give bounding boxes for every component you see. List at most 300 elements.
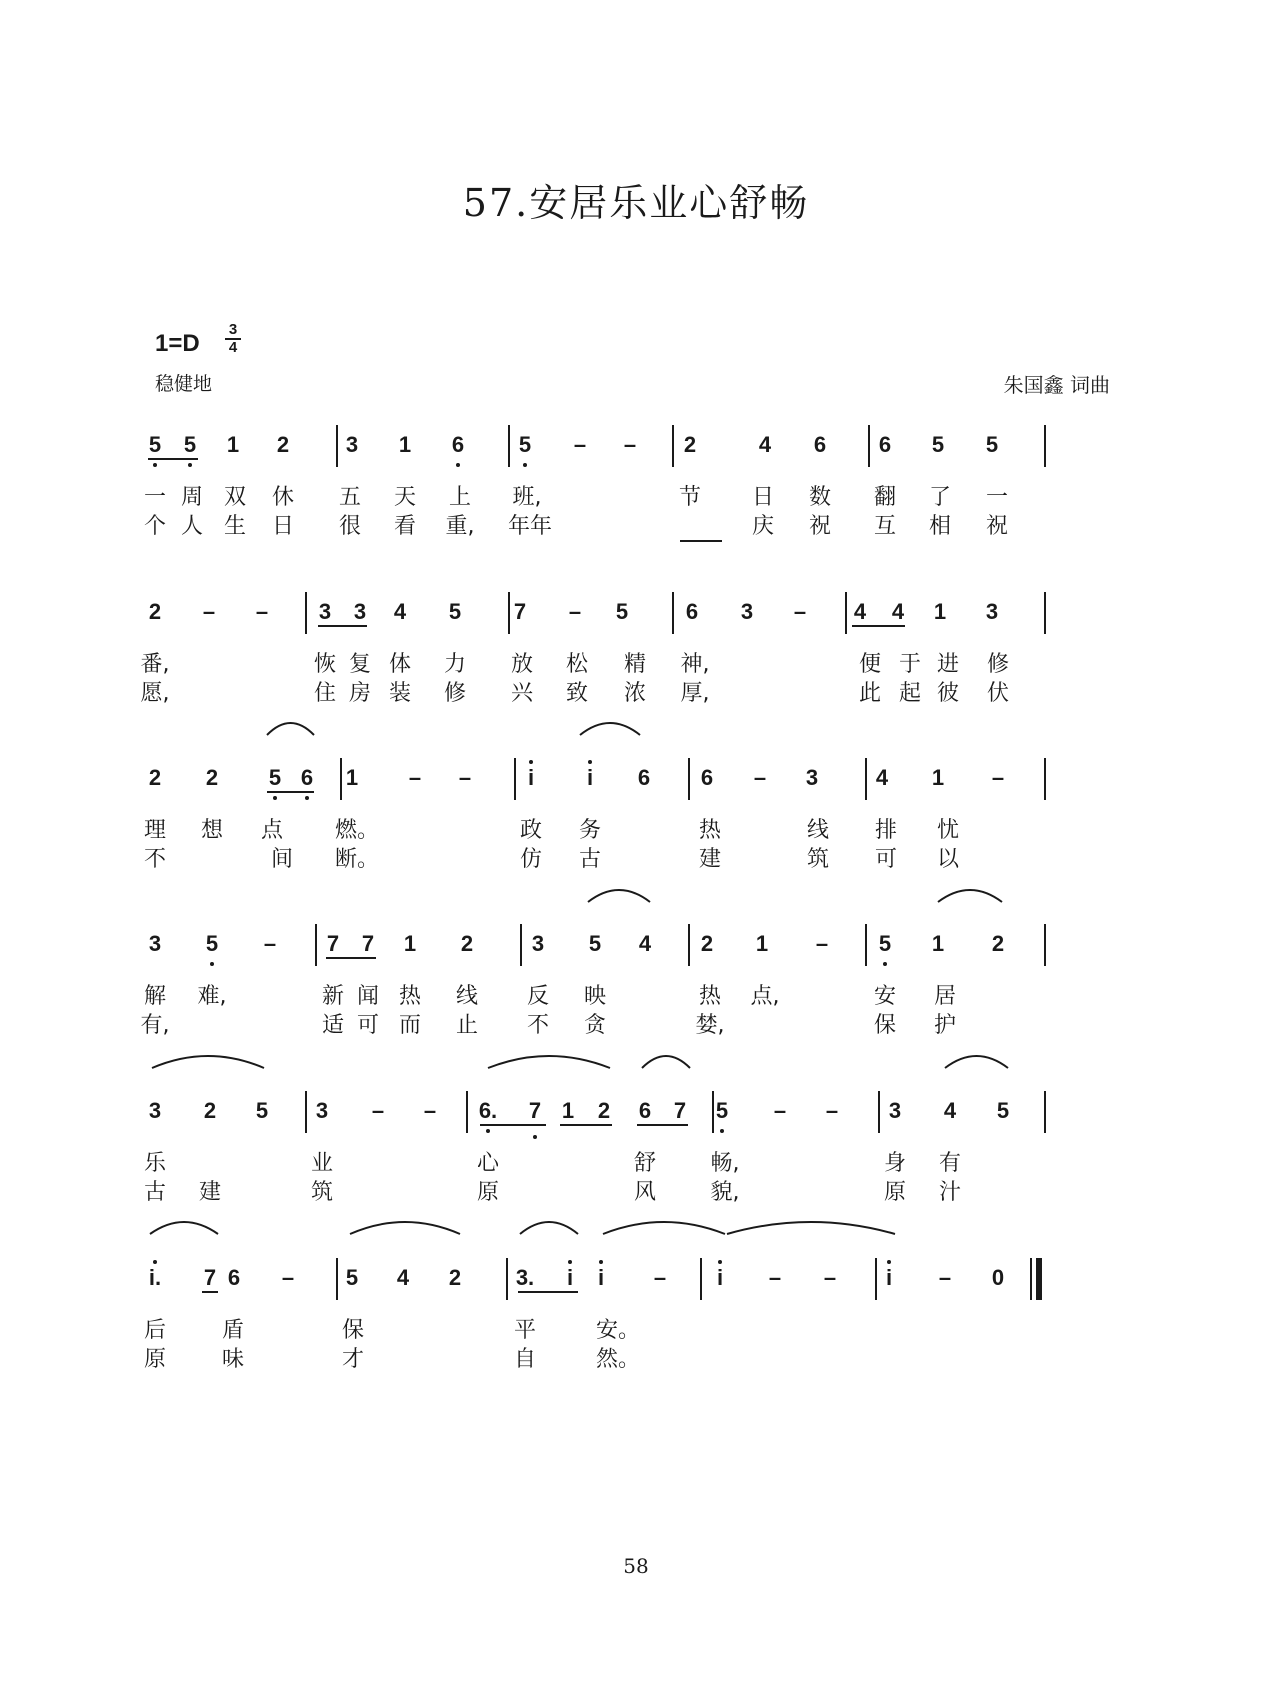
lyric-verse1: 线: [455, 984, 479, 1009]
lyric-verse1: 日: [751, 485, 775, 510]
bar-line: [466, 1091, 468, 1133]
lyric-verse2: 个: [143, 514, 167, 539]
note: 2: [205, 765, 219, 790]
lyric-verse1: 安: [873, 984, 897, 1009]
note: 2: [148, 599, 162, 624]
note: 5: [255, 1098, 269, 1123]
note: 6: [685, 599, 699, 624]
note: 5: [715, 1098, 729, 1123]
slur: [520, 1222, 578, 1234]
note: 1: [226, 432, 240, 457]
lyric-verse2: 原: [883, 1180, 907, 1205]
lyric-verse1: 想: [200, 818, 224, 843]
note: i.: [148, 1265, 162, 1290]
lyric-verse2: 很: [338, 514, 362, 539]
bar-line: [520, 924, 522, 966]
lyric-verse1: 居: [933, 984, 957, 1009]
lyric-verse1: 理: [143, 818, 167, 843]
note: 4: [853, 599, 867, 624]
note: –: [825, 1098, 839, 1123]
note: 6: [451, 432, 465, 457]
bar-line: [315, 924, 317, 966]
note: –: [991, 765, 1005, 790]
octave-dot-high: [153, 1260, 157, 1264]
slur: [580, 723, 640, 735]
lyric-verse1: 畅,: [710, 1151, 740, 1176]
lyric-verse1: 平: [513, 1318, 537, 1343]
note: 0: [991, 1265, 1005, 1290]
lyric-verse2: 人: [180, 514, 204, 539]
note: 2: [700, 931, 714, 956]
note: –: [202, 599, 216, 624]
slur: [488, 1056, 610, 1068]
octave-dot-low: [188, 463, 192, 467]
note: 7: [528, 1098, 542, 1123]
octave-dot-high: [599, 1260, 603, 1264]
bar-line: [1044, 425, 1046, 467]
note: 1: [755, 931, 769, 956]
note: –: [938, 1265, 952, 1290]
note: 7: [513, 599, 527, 624]
bar-line: [508, 425, 510, 467]
bar-line: [1044, 1091, 1046, 1133]
bar-line: [845, 592, 847, 634]
bar-line: [514, 758, 516, 800]
lyric-verse2: 庆: [751, 514, 775, 539]
lyric-verse1: 精: [623, 652, 647, 677]
octave-dot-low: [533, 1135, 537, 1139]
lyric-verse2: 愿,: [140, 681, 170, 706]
lyric-verse1: 番,: [140, 652, 170, 677]
note: 3: [353, 599, 367, 624]
note: –: [281, 1265, 295, 1290]
note: –: [423, 1098, 437, 1123]
bar-line: [700, 1258, 702, 1300]
lyric-verse2: 装: [388, 681, 412, 706]
octave-dot-high: [588, 760, 592, 764]
slur: [938, 890, 1002, 902]
lyric-verse1: 数: [808, 485, 832, 510]
note: i: [586, 765, 594, 790]
bar-line: [878, 1091, 880, 1133]
lyric-verse1: 热: [698, 984, 722, 1009]
note: –: [255, 599, 269, 624]
note: i: [885, 1265, 893, 1290]
octave-dot-low: [210, 962, 214, 966]
note: –: [793, 599, 807, 624]
lyric-underline: [680, 540, 722, 542]
lyric-verse2: 筑: [310, 1180, 334, 1205]
octave-dot-high: [568, 1260, 572, 1264]
note: 6: [638, 1098, 652, 1123]
lyric-verse2: 保: [873, 1013, 897, 1038]
note: 4: [891, 599, 905, 624]
lyric-verse1: 线: [806, 818, 830, 843]
note: i: [597, 1265, 605, 1290]
lyric-verse1: 便: [858, 652, 882, 677]
page-number: 58: [623, 1554, 649, 1578]
note: 1: [931, 931, 945, 956]
note: 5: [345, 1265, 359, 1290]
note: 4: [393, 599, 407, 624]
lyric-verse1: 舒: [633, 1151, 657, 1176]
lyric-verse1: 有: [938, 1151, 962, 1176]
lyric-verse2: 有,: [140, 1013, 170, 1038]
lyric-verse1: 一: [143, 485, 167, 510]
bar-line: [340, 758, 342, 800]
bar-line: [865, 758, 867, 800]
lyric-verse1: 进: [936, 652, 960, 677]
lyric-verse1: 五: [338, 485, 362, 510]
lyric-verse2: 建: [198, 1180, 222, 1205]
note: –: [371, 1098, 385, 1123]
note: 3: [345, 432, 359, 457]
lyric-verse2: 住: [313, 681, 337, 706]
note: 3: [740, 599, 754, 624]
note: 2: [597, 1098, 611, 1123]
note: 3.: [515, 1265, 535, 1290]
bar-line: [506, 1258, 508, 1300]
lyric-verse2: 生: [223, 514, 247, 539]
lyric-verse1: 政: [519, 818, 543, 843]
lyric-verse1: 恢: [313, 652, 337, 677]
bar-line: [508, 592, 510, 634]
note: 6.: [478, 1098, 498, 1123]
lyric-verse2: 致: [565, 681, 589, 706]
note: 3: [888, 1098, 902, 1123]
note: 5: [268, 765, 282, 790]
slur: [727, 1222, 895, 1234]
octave-dot-low: [305, 796, 309, 800]
lyric-verse1: 体: [388, 652, 412, 677]
note: 3: [805, 765, 819, 790]
lyric-verse1: 节: [678, 485, 702, 510]
lyric-verse2: 日: [271, 514, 295, 539]
lyric-verse1: 务: [578, 818, 602, 843]
note: 5: [205, 931, 219, 956]
octave-dot-low: [273, 796, 277, 800]
note: –: [653, 1265, 667, 1290]
lyric-verse1: 双: [223, 485, 247, 510]
note: 5: [148, 432, 162, 457]
note: 5: [985, 432, 999, 457]
note: 3: [148, 1098, 162, 1123]
note: i: [566, 1265, 574, 1290]
note: –: [568, 599, 582, 624]
note: –: [623, 432, 637, 457]
octave-dot-low: [456, 463, 460, 467]
octave-dot-low: [523, 463, 527, 467]
lyric-verse1: 反: [526, 984, 550, 1009]
lyric-verse2: 古: [143, 1180, 167, 1205]
time-signature-bottom: 4: [228, 339, 238, 356]
octave-dot-low: [720, 1129, 724, 1133]
beam-underline: [637, 1124, 688, 1126]
note: 4: [396, 1265, 410, 1290]
lyric-verse1: 燃。: [334, 818, 380, 843]
note: 5: [931, 432, 945, 457]
final-bar-thick: [1036, 1258, 1042, 1300]
tempo-marking: 稳健地: [155, 373, 213, 395]
lyric-verse2: 不: [143, 847, 167, 872]
lyric-verse1: 热: [398, 984, 422, 1009]
lyric-verse2: 祝: [985, 514, 1009, 539]
lyric-verse2: 婪,: [695, 1013, 725, 1038]
lyric-verse1: 新: [321, 984, 345, 1009]
octave-dot-high: [529, 760, 533, 764]
note: 2: [276, 432, 290, 457]
note: 5: [996, 1098, 1010, 1123]
lyric-verse1: 热: [698, 818, 722, 843]
slur: [945, 1056, 1008, 1068]
note: 7: [326, 931, 340, 956]
lyric-verse1: 放: [510, 652, 534, 677]
bar-line: [1044, 758, 1046, 800]
lyric-verse1: 上: [448, 485, 472, 510]
note: 4: [943, 1098, 957, 1123]
lyric-verse2: 以: [936, 847, 960, 872]
note: –: [815, 931, 829, 956]
lyric-verse1: 盾: [221, 1318, 245, 1343]
lyric-verse1: 班,: [512, 485, 542, 510]
note: 5: [588, 931, 602, 956]
beam-underline: [852, 625, 905, 627]
lyric-verse1: 安。: [595, 1318, 641, 1343]
lyric-verse1: 保: [341, 1318, 365, 1343]
bar-line: [305, 592, 307, 634]
note: –: [768, 1265, 782, 1290]
lyric-verse2: 浓: [623, 681, 647, 706]
note: 6: [700, 765, 714, 790]
note: 2: [460, 931, 474, 956]
lyric-verse2: 年年: [507, 514, 553, 539]
lyric-verse2: 古: [578, 847, 602, 872]
note: 1: [403, 931, 417, 956]
lyric-verse2: 味: [221, 1347, 245, 1372]
beam-underline: [480, 1124, 546, 1126]
lyric-verse2: 此: [858, 681, 882, 706]
note: 6: [637, 765, 651, 790]
lyric-verse2: 贪: [583, 1013, 607, 1038]
slur: [150, 1222, 218, 1234]
note: –: [408, 765, 422, 790]
note: 3: [985, 599, 999, 624]
lyric-verse1: 后: [143, 1318, 167, 1343]
song-title: 57.安居乐业心舒畅: [462, 181, 810, 225]
lyric-verse1: 翻: [873, 485, 897, 510]
note: 3: [148, 931, 162, 956]
octave-dot-low: [153, 463, 157, 467]
beam-underline: [326, 957, 376, 959]
lyric-verse2: 风: [633, 1180, 657, 1205]
note: 4: [758, 432, 772, 457]
note: 7: [673, 1098, 687, 1123]
lyric-verse1: 一: [985, 485, 1009, 510]
note: 7: [203, 1265, 217, 1290]
octave-dot-high: [887, 1260, 891, 1264]
lyric-verse1: 神,: [680, 652, 710, 677]
lyric-verse2: 汁: [938, 1180, 962, 1205]
lyric-verse2: 而: [398, 1013, 422, 1038]
lyric-verse2: 相: [928, 514, 952, 539]
lyric-verse2: 护: [933, 1013, 957, 1038]
lyric-verse2: 适: [321, 1013, 345, 1038]
lyric-verse2: 可: [874, 847, 898, 872]
lyric-verse1: 天: [393, 485, 417, 510]
lyric-verse1: 点,: [750, 984, 780, 1009]
lyric-verse2: 伏: [986, 681, 1010, 706]
author-credit: 朱国鑫 词曲: [1003, 373, 1110, 397]
note: 5: [518, 432, 532, 457]
lyric-verse2: 貌,: [710, 1180, 740, 1205]
lyric-verse1: 映: [583, 984, 607, 1009]
lyric-verse2: 仿: [519, 847, 543, 872]
final-bar-thin: [1030, 1258, 1032, 1300]
note: –: [773, 1098, 787, 1123]
note: 2: [991, 931, 1005, 956]
note: 5: [878, 931, 892, 956]
note: 6: [813, 432, 827, 457]
time-signature-top: 3: [225, 322, 241, 340]
note: –: [823, 1265, 837, 1290]
note: –: [263, 931, 277, 956]
note: 6: [878, 432, 892, 457]
note: 3: [318, 599, 332, 624]
note: 4: [875, 765, 889, 790]
lyric-verse1: 周: [180, 485, 204, 510]
lyric-verse1: 于: [898, 652, 922, 677]
lyric-verse2: 兴: [510, 681, 534, 706]
lyric-verse2: 原: [476, 1180, 500, 1205]
bar-line: [1044, 592, 1046, 634]
lyric-verse1: 了: [928, 485, 952, 510]
lyric-verse2: 可: [356, 1013, 380, 1038]
lyric-verse1: 业: [310, 1151, 334, 1176]
lyric-verse2: 原: [143, 1347, 167, 1372]
bar-line: [865, 924, 867, 966]
note: 1: [345, 765, 359, 790]
bar-line: [875, 1258, 877, 1300]
lyric-verse1: 心: [476, 1151, 500, 1176]
beam-underline: [202, 1291, 218, 1293]
bar-line: [688, 758, 690, 800]
note: 5: [448, 599, 462, 624]
bar-line: [1044, 924, 1046, 966]
lyric-verse2: 重,: [445, 514, 475, 539]
note: 4: [638, 931, 652, 956]
note: 1: [398, 432, 412, 457]
note: 6: [300, 765, 314, 790]
lyric-verse2: 止: [455, 1013, 479, 1038]
time-signature: [225, 322, 241, 356]
lyric-verse2: 看: [393, 514, 417, 539]
slur: [267, 723, 314, 735]
lyric-verse1: 松: [565, 652, 589, 677]
slur: [642, 1056, 690, 1068]
lyric-verse2: 祝: [808, 514, 832, 539]
lyric-verse1: 身: [883, 1151, 907, 1176]
lyric-verse2: 筑: [806, 847, 830, 872]
beam-underline: [560, 1124, 612, 1126]
note: 2: [203, 1098, 217, 1123]
slur: [588, 890, 650, 902]
lyric-verse2: 才: [341, 1347, 365, 1372]
note: –: [573, 432, 587, 457]
lyric-verse1: 休: [271, 485, 295, 510]
lyric-verse1: 点: [260, 818, 284, 843]
note: 6: [227, 1265, 241, 1290]
lyric-verse2: 互: [873, 514, 897, 539]
lyric-verse1: 难,: [197, 984, 227, 1009]
note: 7: [361, 931, 375, 956]
lyric-verse1: 闻: [356, 984, 380, 1009]
note: –: [458, 765, 472, 790]
note: i: [716, 1265, 724, 1290]
beam-underline: [518, 1291, 578, 1293]
note: 1: [931, 765, 945, 790]
lyric-verse2: 彼: [936, 681, 960, 706]
beam-underline: [267, 791, 314, 793]
bar-line: [336, 425, 338, 467]
beam-underline: [318, 625, 367, 627]
lyric-verse1: 乐: [143, 1151, 167, 1176]
note: 1: [561, 1098, 575, 1123]
bar-line: [672, 425, 674, 467]
note: 5: [615, 599, 629, 624]
slur: [350, 1222, 460, 1234]
note: 3: [531, 931, 545, 956]
note: 2: [148, 765, 162, 790]
lyric-verse2: 房: [348, 681, 372, 706]
lyric-verse2: 建: [698, 847, 722, 872]
lyric-verse1: 解: [143, 984, 167, 1009]
bar-line: [868, 425, 870, 467]
slur: [152, 1056, 264, 1068]
octave-dot-low: [883, 962, 887, 966]
note: 3: [315, 1098, 329, 1123]
lyric-verse2: 然。: [595, 1347, 641, 1372]
note: 2: [683, 432, 697, 457]
octave-dot-low: [486, 1129, 490, 1133]
lyric-verse2: 断。: [334, 847, 380, 872]
beam-underline: [148, 458, 198, 460]
lyric-verse2: 修: [443, 681, 467, 706]
lyric-verse2: 间: [270, 847, 294, 872]
lyric-verse2: 不: [526, 1013, 550, 1038]
lyric-verse2: 起: [898, 681, 922, 706]
lyric-verse2: 厚,: [680, 681, 710, 706]
bar-line: [305, 1091, 307, 1133]
lyric-verse1: 忧: [936, 818, 960, 843]
key-signature: 1=D: [155, 330, 200, 357]
lyric-verse1: 修: [986, 652, 1010, 677]
lyric-verse1: 复: [348, 652, 372, 677]
lyric-verse1: 力: [443, 652, 467, 677]
octave-dot-high: [718, 1260, 722, 1264]
note: 1: [933, 599, 947, 624]
note: –: [753, 765, 767, 790]
note: 2: [448, 1265, 462, 1290]
lyric-verse1: 排: [874, 818, 898, 843]
lyric-verse2: 自: [513, 1347, 537, 1372]
bar-line: [336, 1258, 338, 1300]
note: i: [527, 765, 535, 790]
bar-line: [712, 1091, 714, 1133]
bar-line: [688, 924, 690, 966]
note: 5: [183, 432, 197, 457]
slur: [603, 1222, 725, 1234]
bar-line: [672, 592, 674, 634]
